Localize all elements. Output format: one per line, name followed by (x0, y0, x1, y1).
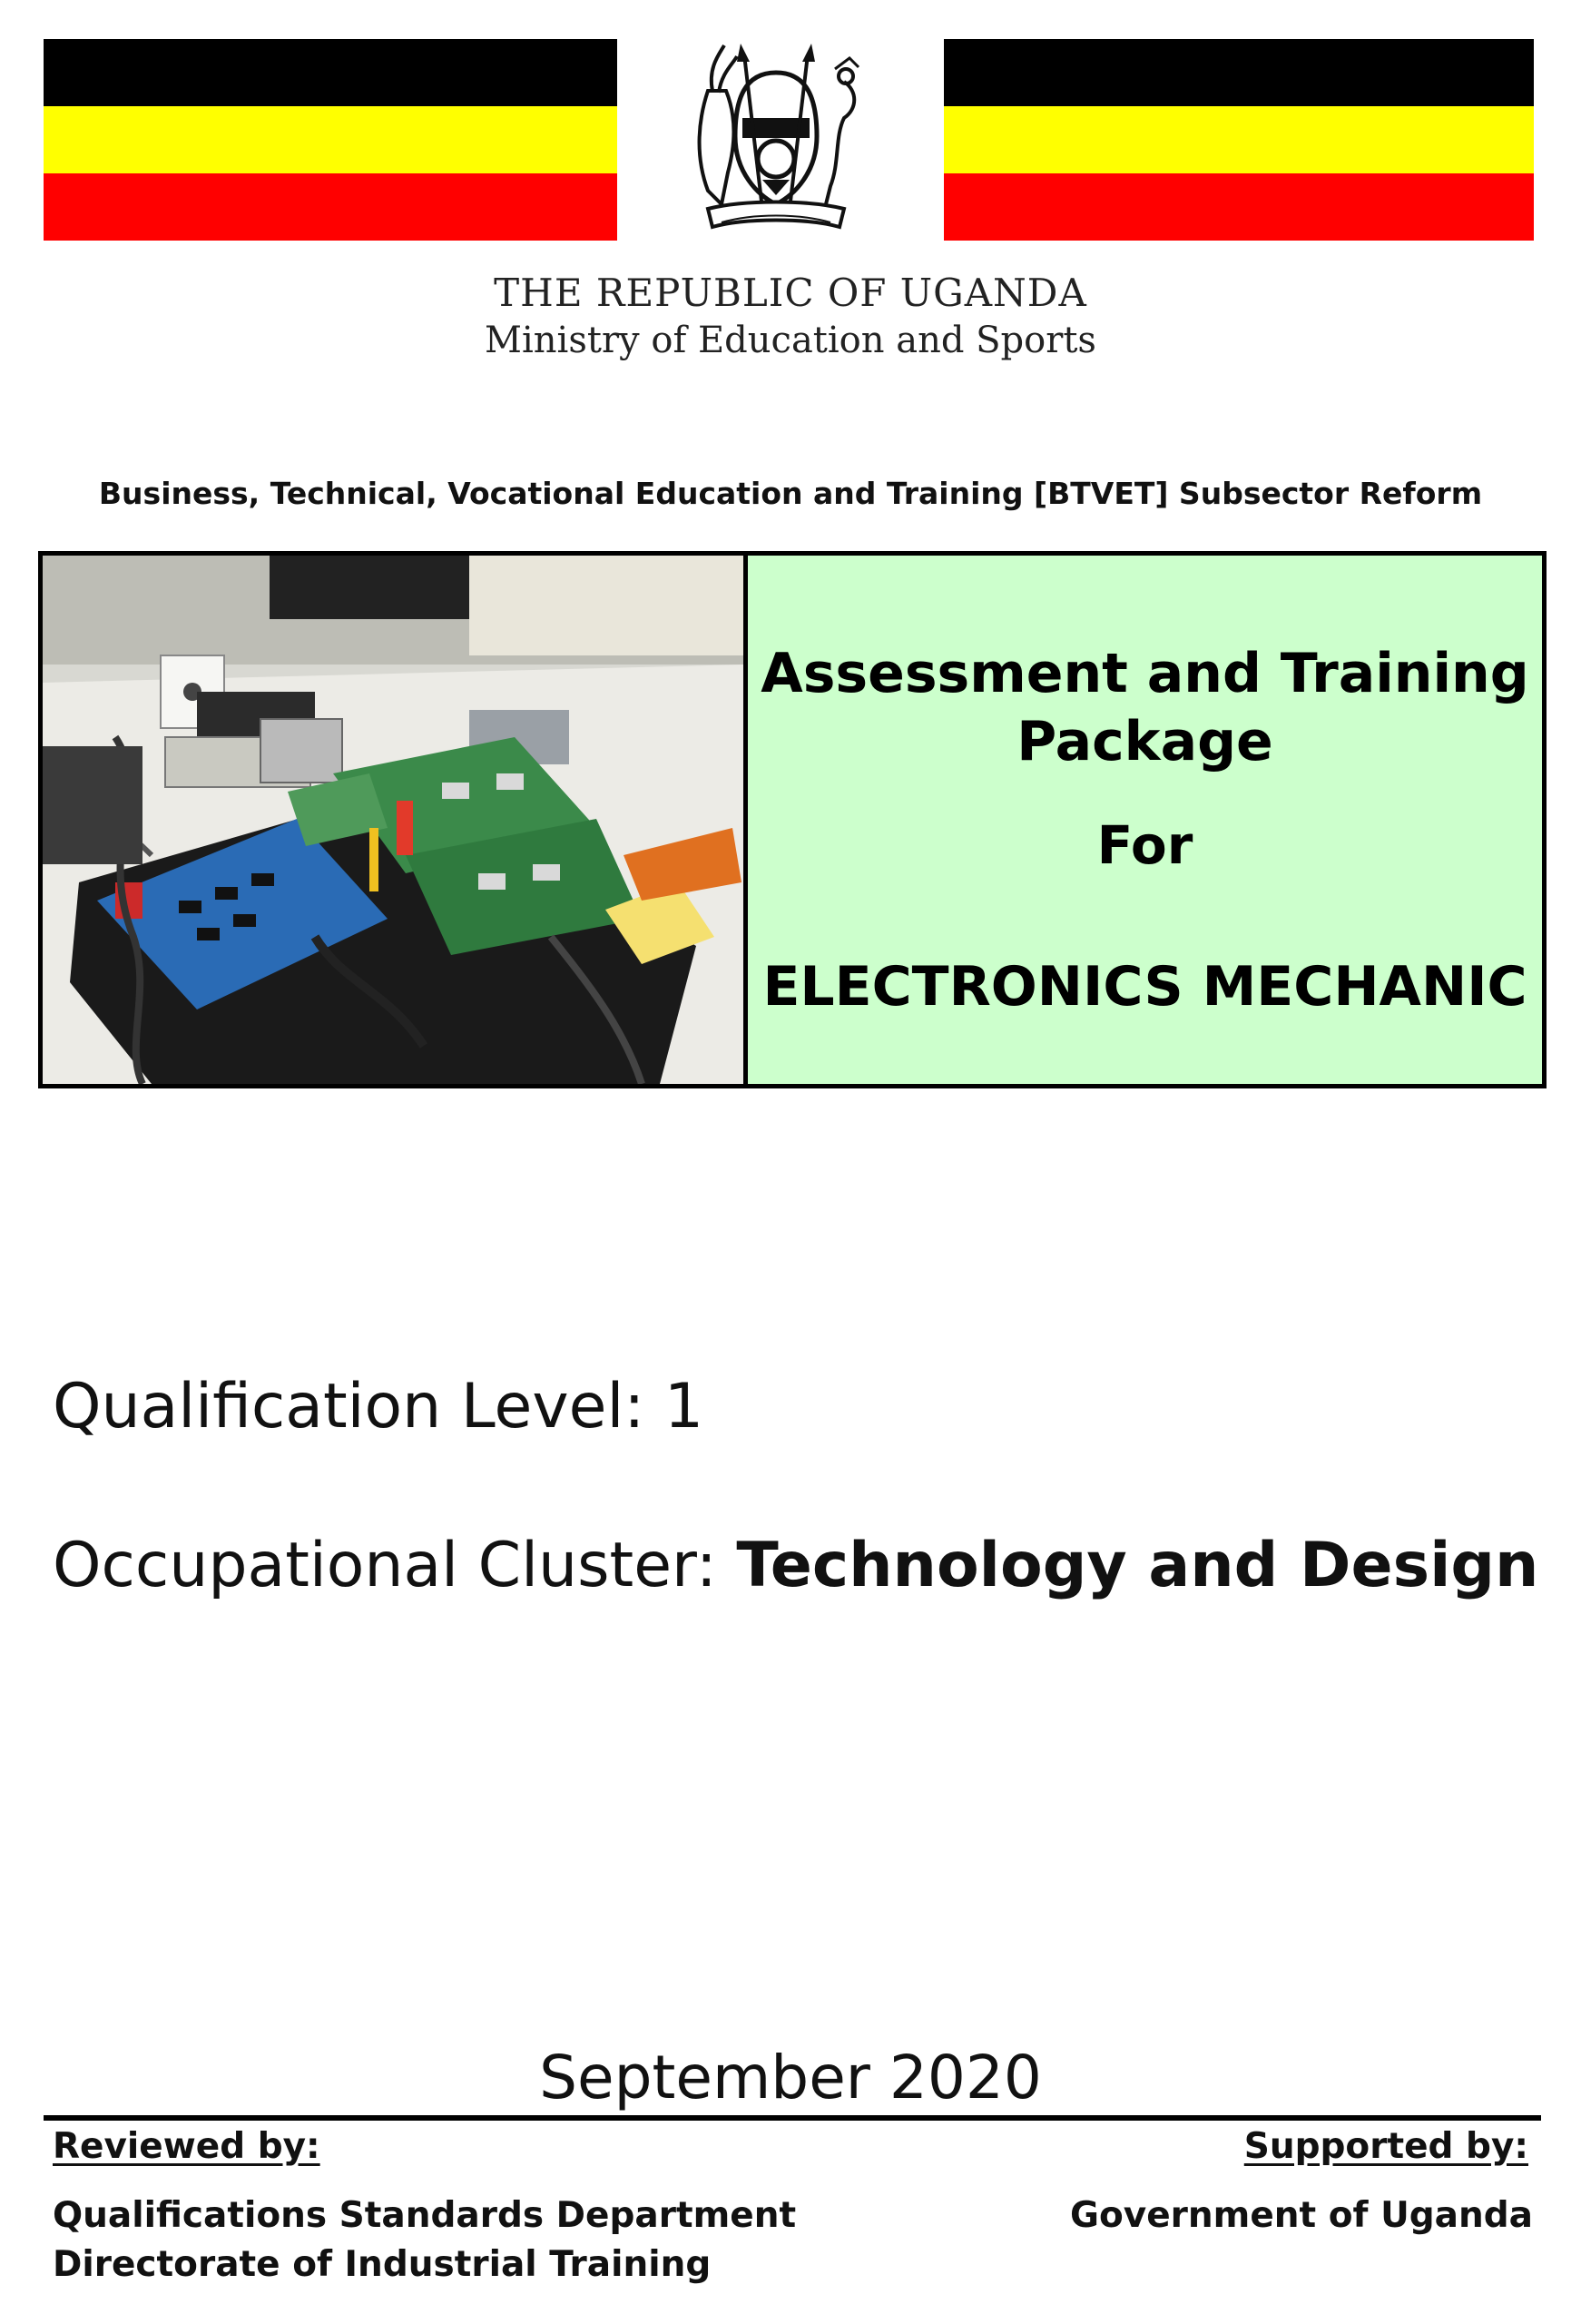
reviewer-org-2: Directorate of Industrial Training (53, 2244, 712, 2285)
title-panel (748, 556, 1542, 1084)
flag-band-yellow (44, 106, 617, 173)
supported-by-label: Supported by: (1243, 2126, 1528, 2167)
package-title-line1: Assessment and Training (761, 642, 1529, 705)
uganda-flag-right (944, 39, 1534, 241)
supporter-org: Government of Uganda (1070, 2195, 1533, 2236)
trade-name: ELECTRONICS MECHANIC (762, 955, 1527, 1019)
occupational-cluster (53, 1530, 1538, 1601)
footer-divider (44, 2115, 1541, 2121)
reform-line: Business, Technical, Vocational Education and Training [BTVET] Subsector Reform (98, 476, 1483, 511)
flag-band-red (944, 173, 1534, 241)
reviewer-org-1: Qualifications Standards Department (53, 2195, 797, 2236)
cluster-label: Occupational Cluster: (53, 1530, 737, 1601)
coat-of-arms-icon (672, 36, 880, 241)
publication-date: September 2020 (539, 2043, 1042, 2112)
package-title-line2: Package (1016, 710, 1273, 773)
flag-band-black (44, 39, 617, 106)
flag-band-black (944, 39, 1534, 106)
qualification-level: Qualification Level: 1 (53, 1371, 704, 1443)
cluster-value: Technology and Design (736, 1530, 1539, 1601)
republic-title: THE REPUBLIC OF UGANDA (494, 271, 1087, 315)
ministry-name: Ministry of Education and Sports (485, 320, 1096, 361)
flag-band-red (44, 173, 617, 241)
flag-band-yellow (944, 106, 1534, 173)
package-for: For (1096, 814, 1193, 876)
electronics-workbench-photo (43, 556, 748, 1084)
reviewed-by-label: Reviewed by: (53, 2126, 320, 2167)
cover-box (38, 551, 1547, 1088)
uganda-flag-left (44, 39, 617, 241)
